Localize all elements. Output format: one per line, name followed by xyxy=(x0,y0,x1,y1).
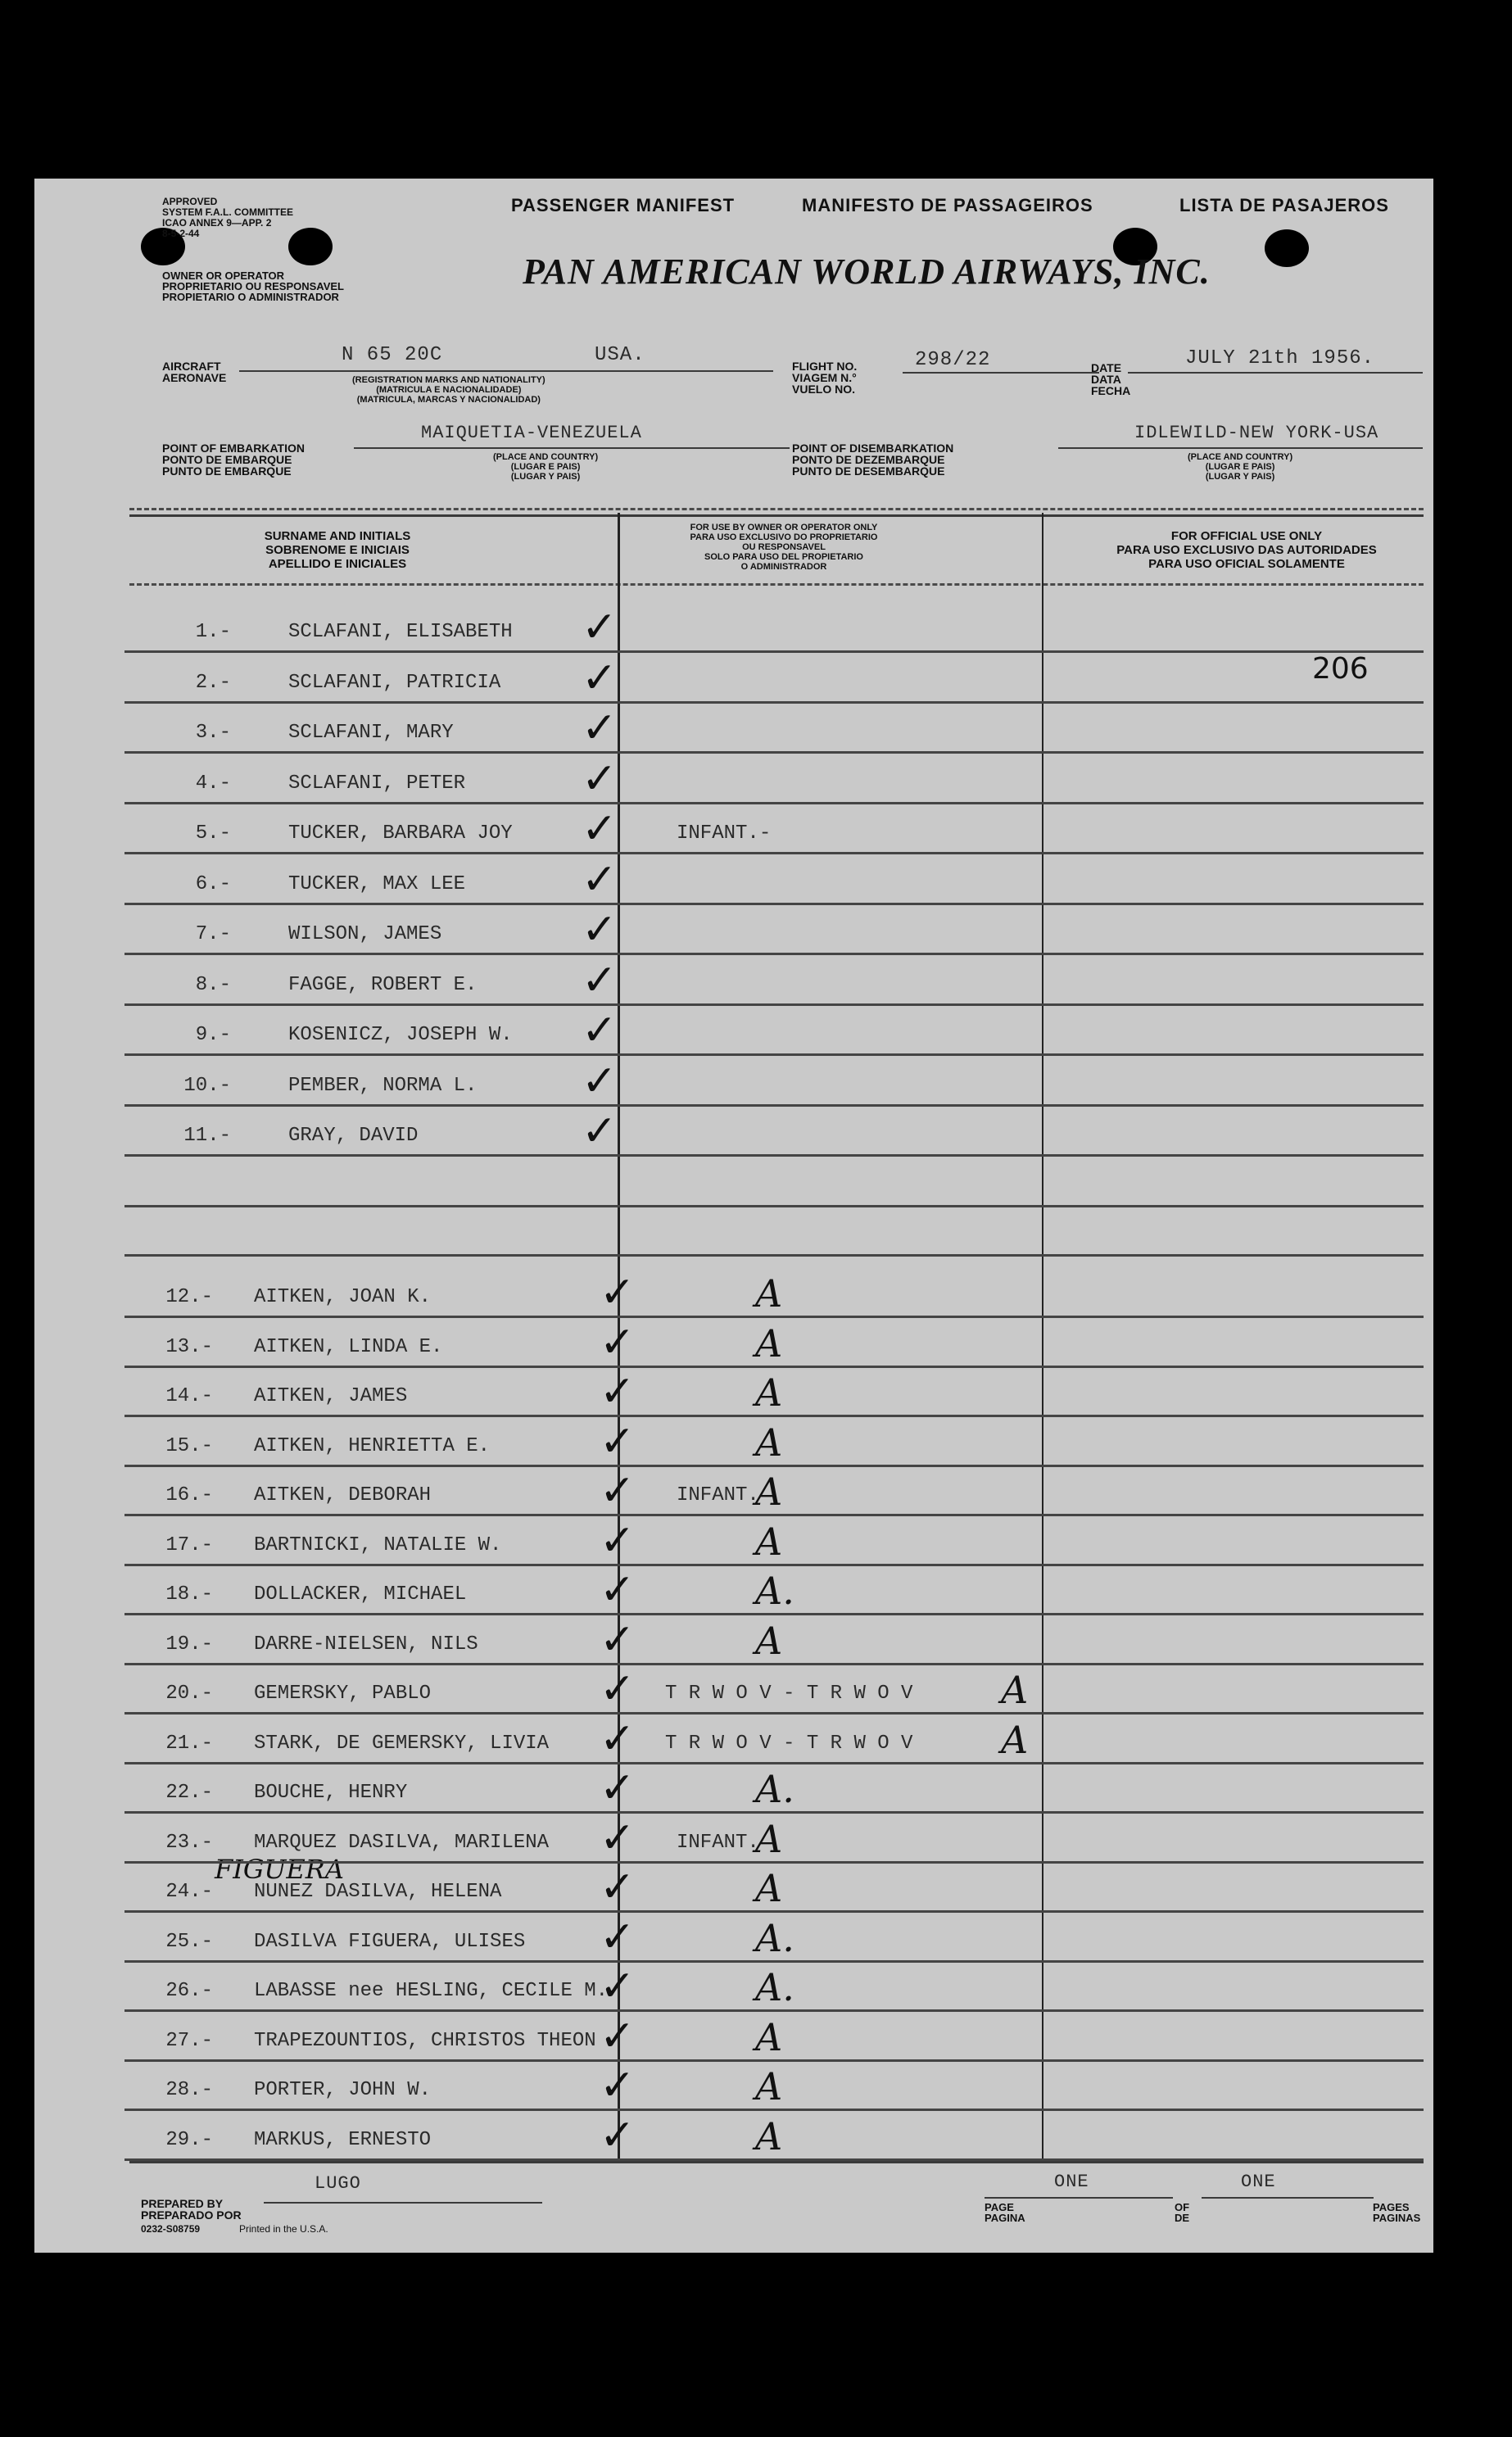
table-top-line-2 xyxy=(129,514,1424,517)
row-rule xyxy=(124,1254,1424,1257)
owner-use-column-header: FOR USE BY OWNER OR OPERATOR ONLY PARA USO EXCLUSIVO DO PROPRIETARIO OU RESPONSAVEL SOLO PARA USO DEL PROPIETARIO O ADMINISTRADOR xyxy=(690,523,878,572)
passenger-number: 1.- xyxy=(195,621,231,643)
row-rule xyxy=(124,2009,1424,2012)
agent-mark: A. xyxy=(755,1915,794,1960)
embark-place-caption: (PLACE AND COUNTRY) (LUGAR E PAIS) (LUGAR Y PAIS) xyxy=(493,452,599,482)
row-rule xyxy=(124,1465,1424,1467)
check-mark-icon: ✓ xyxy=(582,905,618,954)
table-bottom-line xyxy=(129,2161,1424,2163)
check-mark-icon: ✓ xyxy=(600,1962,636,2011)
passenger-number: 17.- xyxy=(165,1533,213,1556)
row-rule xyxy=(124,1003,1424,1006)
embark-label: POINT OF EMBARKATION PONTO DE EMBARQUE PUNTO DE EMBARQUE xyxy=(162,442,305,478)
row-rule xyxy=(124,1960,1424,1963)
airline-name: PAN AMERICAN WORLD AIRWAYS, INC. xyxy=(523,251,1211,292)
check-mark-icon: ✓ xyxy=(600,2061,636,2110)
nationality-value: USA. xyxy=(595,344,645,366)
check-mark-icon: ✓ xyxy=(600,1912,636,1962)
agent-mark: A xyxy=(755,2113,783,2158)
passenger-name: STARK, DE GEMERSKY, LIVIA xyxy=(254,1732,550,1755)
agent-mark: A xyxy=(755,1618,783,1663)
passenger-number: 4.- xyxy=(195,772,231,795)
passenger-number: 22.- xyxy=(165,1782,213,1804)
check-mark-icon: ✓ xyxy=(582,1107,618,1156)
row-rule xyxy=(124,2109,1424,2111)
prepared-value: LUGO xyxy=(315,2173,361,2194)
agent-mark: A xyxy=(755,1519,783,1564)
passenger-name: DOLLACKER, MICHAEL xyxy=(254,1583,467,1606)
date-underline xyxy=(1128,372,1423,374)
passenger-number: 3.- xyxy=(195,722,231,744)
passenger-name: SCLAFANI, PETER xyxy=(288,772,466,795)
row-rule xyxy=(124,1366,1424,1368)
row-rule xyxy=(124,1205,1424,1207)
passenger-name: DARRE-NIELSEN, NILS xyxy=(254,1633,478,1656)
row-rule xyxy=(124,852,1424,854)
check-mark-icon: ✓ xyxy=(582,854,618,904)
official-note: 206 xyxy=(1312,652,1369,686)
flight-value: 298/22 xyxy=(915,349,991,371)
handwritten-figuera: FIGUERA xyxy=(215,1854,344,1885)
passenger-number: 18.- xyxy=(165,1583,213,1606)
disembark-label: POINT OF DISEMBARKATION PONTO DE DEZEMBARQUE PUNTO DE DESEMBARQUE xyxy=(792,442,954,478)
row-rule xyxy=(124,1316,1424,1318)
row-rule xyxy=(124,1613,1424,1615)
check-mark-icon: ✓ xyxy=(600,1416,636,1466)
row-rule xyxy=(124,1514,1424,1516)
of-label: OF DE xyxy=(1175,2201,1190,2224)
passenger-name: AITKEN, JAMES xyxy=(254,1385,408,1407)
passenger-number: 29.- xyxy=(165,2128,213,2151)
passenger-name: MARKUS, ERNESTO xyxy=(254,2128,432,2151)
check-mark-icon: ✓ xyxy=(582,704,618,753)
prepared-underline xyxy=(264,2202,542,2204)
check-mark-icon: ✓ xyxy=(600,1565,636,1615)
agent-mark: A xyxy=(755,2014,783,2059)
passenger-name: TUCKER, BARBARA JOY xyxy=(288,822,513,845)
check-mark-icon: ✓ xyxy=(600,1665,636,1714)
passenger-number: 14.- xyxy=(165,1385,213,1407)
check-mark-icon: ✓ xyxy=(600,1466,636,1515)
passenger-number: 21.- xyxy=(165,1732,213,1755)
passenger-number: 2.- xyxy=(195,671,231,694)
check-mark-icon: ✓ xyxy=(600,1367,636,1416)
row-rule xyxy=(124,1564,1424,1566)
row-rule xyxy=(124,650,1424,653)
passenger-number: 23.- xyxy=(165,1831,213,1854)
disembark-value: IDLEWILD-NEW YORK-USA xyxy=(1134,423,1379,443)
date-label: DATE DATA FECHA xyxy=(1091,361,1131,397)
passenger-name: SCLAFANI, PATRICIA xyxy=(288,671,501,694)
row-rule xyxy=(124,1663,1424,1665)
check-mark-icon: ✓ xyxy=(600,1714,636,1764)
row-rule xyxy=(124,1861,1424,1864)
check-mark-icon: ✓ xyxy=(582,955,618,1005)
manifest-page xyxy=(34,179,1433,2253)
passenger-name: PEMBER, NORMA L. xyxy=(288,1074,478,1097)
check-mark-icon: ✓ xyxy=(582,754,618,804)
passenger-name: FAGGE, ROBERT E. xyxy=(288,973,478,996)
passenger-name: MARQUEZ DASILVA, MARILENA xyxy=(254,1831,550,1854)
punch-hole xyxy=(288,228,333,265)
agent-mark: A xyxy=(755,1320,783,1366)
row-rule xyxy=(124,2158,1424,2161)
row-rule xyxy=(124,2059,1424,2062)
title-en: PASSENGER MANIFEST xyxy=(511,195,736,215)
passenger-note: T R W O V - T R W O V xyxy=(665,1683,913,1705)
title-pt: MANIFESTO DE PASSAGEIROS xyxy=(802,195,1093,215)
check-mark-icon: ✓ xyxy=(582,804,618,854)
passenger-name: DASILVA FIGUERA, ULISES xyxy=(254,1930,526,1953)
owner-block: OWNER OR OPERATOR PROPRIETARIO OU RESPONSAVEL PROPIETARIO O ADMINISTRADOR xyxy=(162,270,344,303)
check-mark-icon: ✓ xyxy=(582,1006,618,1055)
check-mark-icon: ✓ xyxy=(600,1813,636,1863)
agent-mark: A xyxy=(755,1420,783,1465)
embark-underline xyxy=(354,447,790,449)
passenger-name: BARTNICKI, NATALIE W. xyxy=(254,1533,502,1556)
passenger-name: AITKEN, DEBORAH xyxy=(254,1484,432,1506)
passenger-number: 25.- xyxy=(165,1930,213,1953)
row-rule xyxy=(124,1910,1424,1913)
approved-block: APPROVED SYSTEM F.A.L. COMMITTEE ICAO ANNEX 9—APP. 2 8-5-2-44 xyxy=(162,196,294,239)
row-rule xyxy=(124,903,1424,905)
page-value: ONE xyxy=(1054,2172,1089,2192)
row-rule xyxy=(124,1811,1424,1814)
flight-underline xyxy=(903,372,1099,374)
of-value: ONE xyxy=(1241,2172,1276,2192)
names-column-header: SURNAME AND INITIALS SOBRENOME E INICIAIS APELLIDO E INICIALES xyxy=(264,529,411,571)
passenger-name: AITKEN, JOAN K. xyxy=(254,1286,432,1308)
agent-mark: A xyxy=(755,1271,783,1316)
check-mark-icon: ✓ xyxy=(582,653,618,703)
passenger-name: GRAY, DAVID xyxy=(288,1125,419,1147)
page-underline xyxy=(985,2197,1173,2199)
row-rule xyxy=(124,701,1424,704)
passenger-name: PORTER, JOHN W. xyxy=(254,2079,432,2101)
of-underline xyxy=(1202,2197,1374,2199)
passenger-number: 6.- xyxy=(195,872,231,895)
check-mark-icon: ✓ xyxy=(600,1317,636,1367)
agent-mark: A xyxy=(755,2064,783,2109)
passenger-number: 26.- xyxy=(165,1980,213,2002)
check-mark-icon: ✓ xyxy=(600,1863,636,1912)
passenger-number: 20.- xyxy=(165,1683,213,1705)
passenger-number: 13.- xyxy=(165,1335,213,1358)
agent-mark: A xyxy=(755,1816,783,1861)
check-mark-icon: ✓ xyxy=(600,1764,636,1813)
check-mark-icon: ✓ xyxy=(582,1056,618,1106)
passenger-number: 12.- xyxy=(165,1286,213,1308)
passenger-name: WILSON, JAMES xyxy=(288,923,442,945)
passenger-name: KOSENICZ, JOSEPH W. xyxy=(288,1024,513,1046)
official-use-column-header: FOR OFFICIAL USE ONLY PARA USO EXCLUSIVO DAS AUTORIDADES PARA USO OFICIAL SOLAMENTE xyxy=(1116,529,1377,571)
row-rule xyxy=(124,1104,1424,1107)
agent-mark: A. xyxy=(755,1767,794,1811)
passenger-number: 19.- xyxy=(165,1633,213,1656)
passenger-name: SCLAFANI, MARY xyxy=(288,722,454,744)
header-bottom-line xyxy=(129,583,1424,586)
passenger-note: T R W O V - T R W O V xyxy=(665,1732,913,1755)
passenger-name: AITKEN, LINDA E. xyxy=(254,1335,443,1358)
check-mark-icon: ✓ xyxy=(582,603,618,652)
check-mark-icon: ✓ xyxy=(600,2011,636,2061)
row-rule xyxy=(124,953,1424,955)
passenger-number: 9.- xyxy=(195,1024,231,1046)
agent-mark: A xyxy=(755,1470,783,1514)
passenger-note: INFANT.- xyxy=(677,822,772,845)
title-es: LISTA DE PASAJEROS xyxy=(1179,195,1389,215)
punch-hole xyxy=(1265,229,1309,267)
passenger-name: LABASSE nee HESLING, CECILE M. xyxy=(254,1980,609,2002)
disembark-place-caption: (PLACE AND COUNTRY) (LUGAR E PAIS) (LUGAR Y PAIS) xyxy=(1188,452,1293,482)
passenger-name: NUNEZ DASILVA, HELENA xyxy=(254,1881,502,1903)
row-rule xyxy=(124,802,1424,804)
agent-mark: A xyxy=(755,1866,783,1910)
passenger-number: 8.- xyxy=(195,973,231,996)
row-rule xyxy=(124,1762,1424,1764)
check-mark-icon: ✓ xyxy=(600,1268,636,1317)
passenger-name: TUCKER, MAX LEE xyxy=(288,872,466,895)
passenger-note: INFANT. xyxy=(677,1484,759,1506)
passenger-number: 28.- xyxy=(165,2079,213,2101)
pages-label: PAGES PAGINAS xyxy=(1373,2201,1421,2224)
passenger-number: 7.- xyxy=(195,923,231,945)
passenger-name: TRAPEZOUNTIOS, CHRISTOS THEON xyxy=(254,2029,596,2052)
printed-note: Printed in the U.S.A. xyxy=(239,2223,328,2235)
agent-mark: A xyxy=(1001,1668,1029,1712)
row-rule xyxy=(124,1712,1424,1715)
passenger-number: 16.- xyxy=(165,1484,213,1506)
passenger-number: 11.- xyxy=(183,1125,231,1147)
agent-mark: A xyxy=(755,1370,783,1415)
disembark-underline xyxy=(1058,447,1423,449)
table-top-line xyxy=(129,508,1424,510)
aircraft-value: N 65 20C xyxy=(342,344,443,366)
agent-mark: A. xyxy=(755,1569,794,1613)
prepared-label: PREPARED BY PREPARADO POR xyxy=(141,2197,242,2222)
passenger-number: 10.- xyxy=(183,1074,231,1097)
passenger-name: GEMERSKY, PABLO xyxy=(254,1683,432,1705)
passenger-note: INFANT. xyxy=(677,1831,759,1854)
row-rule xyxy=(124,751,1424,754)
passenger-number: 24.- xyxy=(165,1881,213,1903)
page-label: PAGE PAGINA xyxy=(985,2201,1025,2224)
row-rule xyxy=(124,1154,1424,1157)
aircraft-underline xyxy=(239,370,773,372)
check-mark-icon: ✓ xyxy=(600,1515,636,1565)
column-separator-2 xyxy=(1042,513,1043,2163)
check-mark-icon: ✓ xyxy=(600,1615,636,1665)
check-mark-icon: ✓ xyxy=(600,2110,636,2160)
passenger-number: 5.- xyxy=(195,822,231,845)
agent-mark: A xyxy=(1001,1717,1029,1762)
row-rule xyxy=(124,1053,1424,1056)
row-rule xyxy=(124,1415,1424,1417)
passenger-number: 15.- xyxy=(165,1434,213,1457)
passenger-name: SCLAFANI, ELISABETH xyxy=(288,621,513,643)
aircraft-label: AIRCRAFT AERONAVE xyxy=(162,360,227,384)
embark-value: MAIQUETIA-VENEZUELA xyxy=(421,423,642,443)
registration-caption: (REGISTRATION MARKS AND NATIONALITY) (MATRICULA E NACIONALIDADE) (MATRICULA, MARCAS Y NACIONALIDAD) xyxy=(352,375,545,405)
passenger-name: BOUCHE, HENRY xyxy=(254,1782,408,1804)
passenger-name: AITKEN, HENRIETTA E. xyxy=(254,1434,491,1457)
agent-mark: A. xyxy=(755,1965,794,2009)
form-code: 0232-S08759 xyxy=(141,2223,201,2235)
flight-label: FLIGHT NO. VIAGEM N.° VUELO NO. xyxy=(792,360,858,396)
passenger-number: 27.- xyxy=(165,2029,213,2052)
date-value: JULY 21th 1956. xyxy=(1185,347,1375,369)
